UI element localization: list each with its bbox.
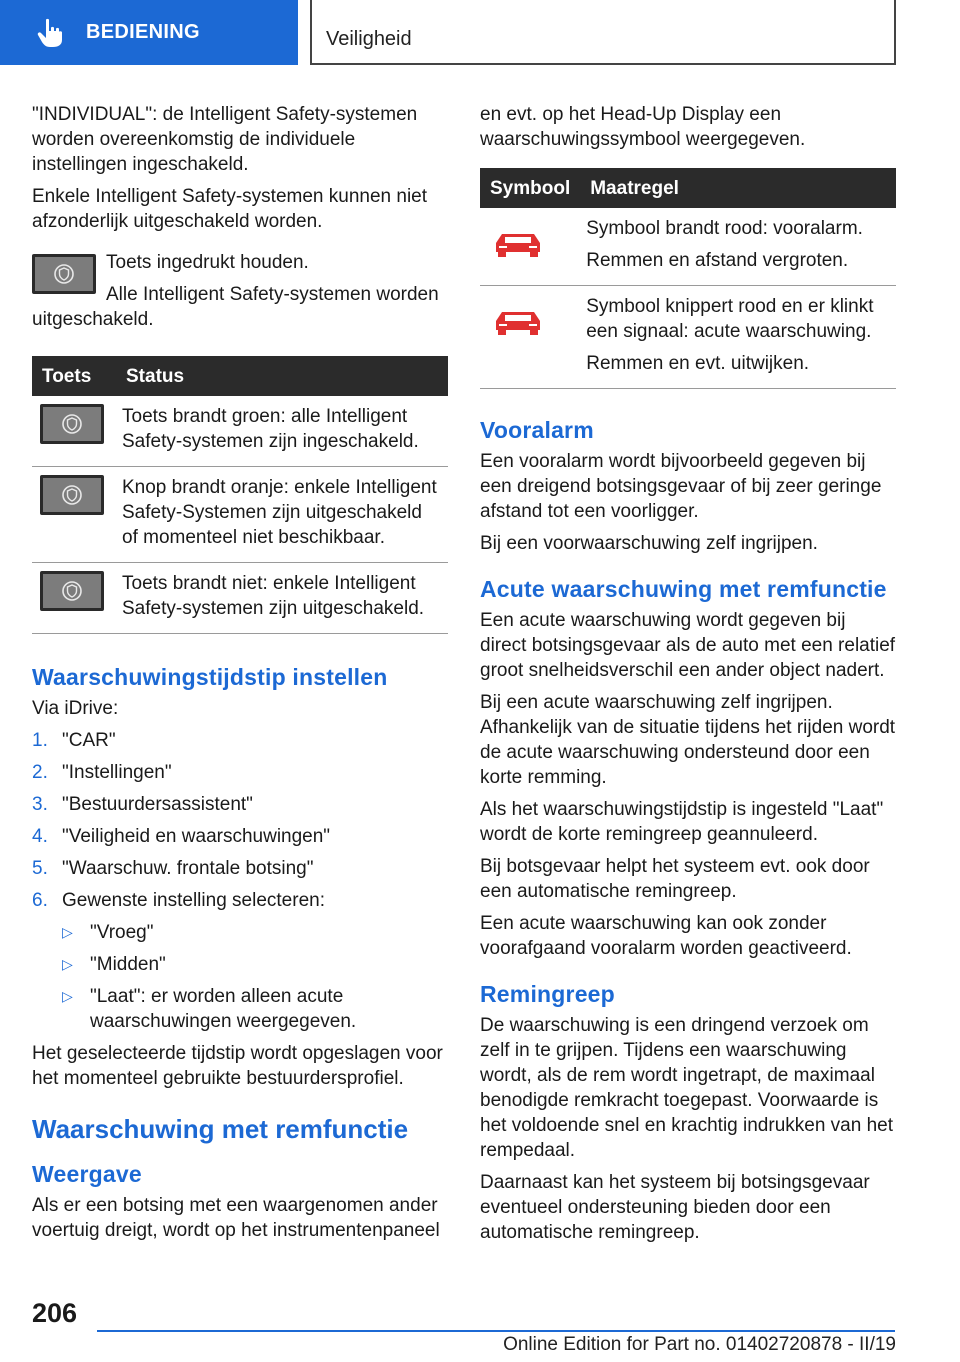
- paragraph: Alle Intelligent Safety-systemen worden uitgeschakeld.: [32, 284, 439, 330]
- section-heading: Vooralarm: [480, 417, 594, 443]
- cell-text: Remmen en evt. uitwijken.: [586, 353, 810, 374]
- list-item: [32, 824, 448, 849]
- page-number: 206: [32, 1298, 78, 1328]
- list-item: [32, 792, 448, 817]
- list-item: [32, 728, 448, 753]
- step-number: 4.: [32, 826, 48, 847]
- safety-button-image: [40, 404, 104, 444]
- table-row: [480, 286, 896, 389]
- sub-text: "Midden": [90, 954, 166, 975]
- symbol-table: [480, 168, 896, 389]
- key-instruction: [32, 250, 448, 332]
- section-heading: Waarschuwingstijdstip instellen: [32, 664, 388, 690]
- sub-text: "Laat": er worden alleen acute waarschuwingen weergegeven.: [90, 986, 357, 1032]
- step-text: "Veiligheid en waarschuwingen": [62, 826, 331, 847]
- column-header: Status: [116, 356, 448, 396]
- table-cell: [580, 286, 896, 389]
- section-heading: Remingreep: [480, 981, 615, 1007]
- list-item: [62, 984, 448, 1034]
- column-header: Toets: [32, 356, 116, 396]
- step-number: 3.: [32, 794, 48, 815]
- table-row: [480, 208, 896, 286]
- sub-text: "Vroeg": [90, 922, 154, 943]
- list-item: [32, 888, 448, 1034]
- sub-list: [62, 920, 448, 1034]
- step-number: 5.: [32, 858, 48, 879]
- car-warning-icon: [488, 300, 548, 340]
- table-row: [32, 467, 448, 563]
- table-row: [32, 563, 448, 634]
- safety-button-image: [40, 571, 104, 611]
- triangle-bullet-icon: ▷: [62, 956, 73, 972]
- table-cell: [580, 208, 896, 286]
- step-text: Gewenste instelling selecteren:: [62, 890, 325, 911]
- safety-shield-icon: [61, 580, 83, 602]
- paragraph: Het geselecteerde tijdstip wordt opgeslagen voor het momenteel gebruikte bestuurdersprofiel.: [32, 1043, 443, 1089]
- step-number: 2.: [32, 762, 48, 783]
- list-item: [62, 920, 448, 945]
- step-list: [32, 728, 448, 1034]
- paragraph: Als het waarschuwingstijdstip is ingesteld "Laat" wordt de korte remingreep geannuleerd.: [480, 799, 884, 845]
- safety-shield-icon: [61, 413, 83, 435]
- list-item: [32, 760, 448, 785]
- table-row: [32, 396, 448, 467]
- step-text: "Bestuurdersassistent": [62, 794, 253, 815]
- paragraph: De waarschuwing is een dringend verzoek om zelf in te grijpen. Tijdens een waarschuwing wordt, als de rem wordt ingetrapt, de maximaal benodigde remkracht toegepast. Voorwaarde is het voldoende snel en krachtig indrukken van het rempedaal.: [480, 1015, 893, 1161]
- column-header: Symbool: [480, 168, 580, 208]
- cell-text: Remmen en afstand vergroten.: [586, 250, 849, 271]
- cell-text: Symbool knippert rood en er klinkt een signaal: acute waarschuwing.: [586, 296, 874, 342]
- step-text: "Waarschuw. frontale botsing": [62, 858, 314, 879]
- paragraph: en evt. op het Head-Up Display een waarschuwingssymbool weergegeven.: [480, 104, 806, 150]
- triangle-bullet-icon: ▷: [62, 988, 73, 1004]
- triangle-bullet-icon: ▷: [62, 924, 73, 940]
- paragraph: Toets ingedrukt houden.: [106, 252, 309, 273]
- step-number: 6.: [32, 890, 48, 911]
- section-heading: Weergave: [32, 1161, 142, 1187]
- left-column: [32, 102, 448, 1250]
- status-table: [32, 356, 448, 634]
- chapter-label: BEDIENING: [86, 21, 200, 43]
- paragraph: Als er een botsing met een waargenomen ander voertuig dreigt, wordt op het instrumentenpaneel: [32, 1195, 440, 1241]
- paragraph: Daarnaast kan het systeem bij botsingsgevaar eventueel ondersteuning bieden door een automatische remingreep.: [480, 1172, 870, 1243]
- paragraph: Bij botsgevaar helpt het systeem evt. ook door een automatische remingreep.: [480, 856, 870, 902]
- table-cell: Toets brandt groen: alle Intelligent Safety-systemen zijn ingeschakeld.: [116, 396, 448, 467]
- cell-text: Symbool brandt rood: vooralarm.: [586, 218, 863, 239]
- paragraph: Bij een voorwaarschuwing zelf ingrijpen.: [480, 533, 818, 554]
- list-item: [62, 952, 448, 977]
- paragraph: Een acute waarschuwing kan ook zonder voorafgaand vooralarm worden geactiveerd.: [480, 913, 852, 959]
- paragraph: Enkele Intelligent Safety-systemen kunnen niet afzonderlijk uitgeschakeld worden.: [32, 186, 428, 232]
- table-cell: Toets brandt niet: enkele Intelligent Safety-systemen zijn uitgeschakeld.: [116, 563, 448, 634]
- footer-edition: Online Edition for Part no. 01402720878 - II/19: [503, 1334, 896, 1355]
- section-heading: Acute waarschuwing met remfunctie: [480, 576, 887, 602]
- step-text: "Instellingen": [62, 762, 172, 783]
- paragraph: Bij een acute waarschuwing zelf ingrijpen. Afhankelijk van de situatie tijdens het rijden wordt de acute waarschuwing ondersteund door een korte remming.: [480, 692, 896, 788]
- safety-button-image: [40, 475, 104, 515]
- paragraph: Een vooralarm wordt bijvoorbeeld gegeven bij een dreigend botsingsgevaar of bij zeer geringe afstand tot een voorligger.: [480, 451, 882, 522]
- chapter-heading: Waarschuwing met remfunctie: [32, 1114, 409, 1144]
- paragraph: Via iDrive:: [32, 698, 119, 719]
- safety-button-image: [32, 254, 96, 294]
- column-header: Maatregel: [580, 168, 896, 208]
- section-title: Veiligheid: [326, 28, 412, 50]
- footer-divider: [97, 1330, 895, 1332]
- safety-shield-icon: [61, 484, 83, 506]
- table-cell: Knop brandt oranje: enkele Intelligent Safety-Systemen zijn uitgeschakeld of momenteel niet beschikbaar.: [116, 467, 448, 563]
- right-column: [480, 102, 896, 1252]
- step-text: "CAR": [62, 730, 116, 751]
- step-number: 1.: [32, 730, 48, 751]
- paragraph: Een acute waarschuwing wordt gegeven bij direct botsingsgevaar als de auto met een relatief groot snelheidsverschil een ander object nadert.: [480, 610, 896, 681]
- paragraph: "INDIVIDUAL": de Intelligent Safety-systemen worden overeenkomstig de individuele instellingen ingeschakeld.: [32, 104, 418, 175]
- car-warning-icon: [488, 222, 548, 262]
- chapter-tab[interactable]: [0, 0, 298, 65]
- list-item: [32, 856, 448, 881]
- hand-pointer-icon: [34, 16, 68, 50]
- safety-shield-icon: [53, 263, 75, 285]
